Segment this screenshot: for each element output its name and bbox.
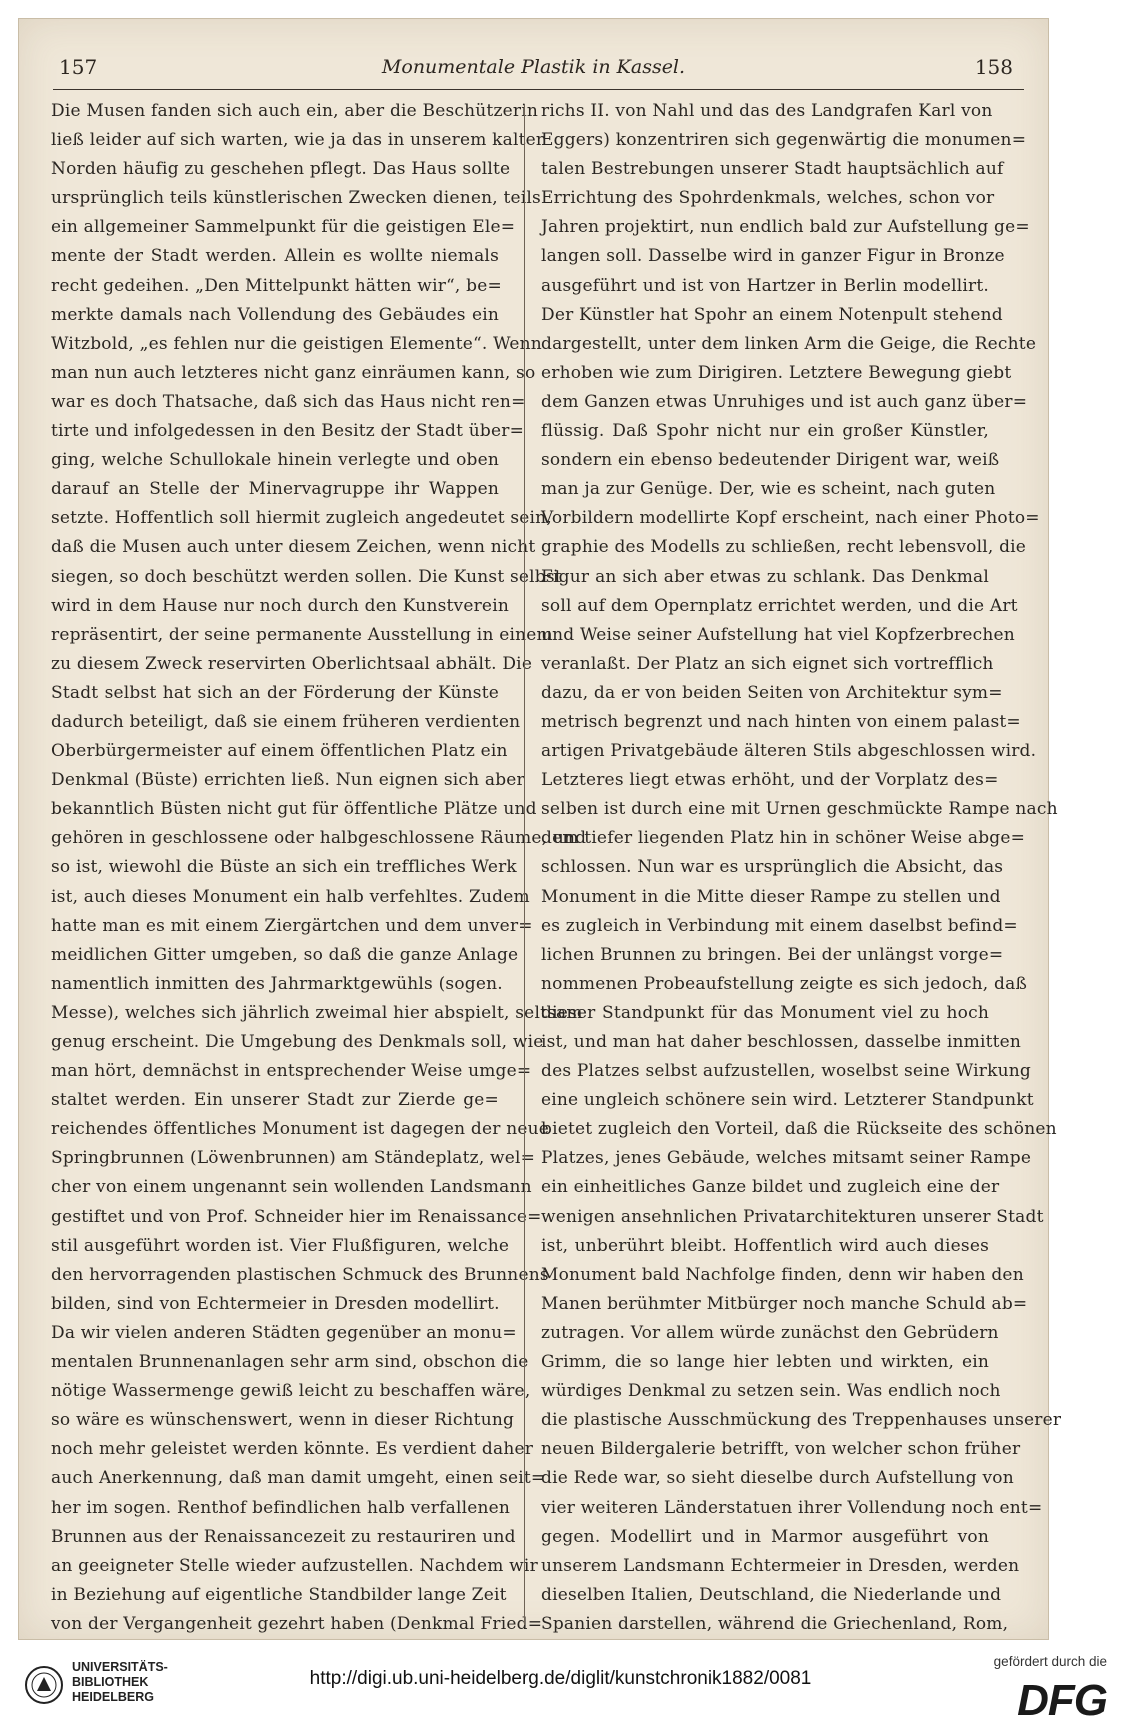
text-line: staltet werden. Ein unserer Stadt zur Zierde ge= — [51, 1090, 499, 1111]
dfg-logo: DFG — [1017, 1676, 1107, 1725]
text-line: noch mehr geleistet werden könnte. Es verdient daher — [51, 1439, 534, 1460]
text-line: Messe), welches sich jährlich zweimal hier abspielt, seltsam — [51, 1002, 583, 1023]
text-line: von der Vergangenheit gezehrt haben (Denkmal Fried= — [51, 1613, 543, 1634]
text-line: gestiftet und von Prof. Schneider hier im Renaissance= — [51, 1206, 542, 1227]
text-line: tirte und infolgedessen in den Besitz der Stadt über= — [51, 421, 525, 442]
text-line: Errichtung des Spohrdenkmals, welches, schon vor — [541, 188, 995, 209]
text-line: richs II. von Nahl und das des Landgrafen Karl von — [541, 101, 993, 121]
text-line: Grimm, die so lange hier lebten und wirkten, ein — [541, 1352, 989, 1373]
text-line: eine ungleich schönere sein wird. Letzterer Standpunkt — [541, 1090, 1034, 1111]
text-line: sondern ein ebenso bedeutender Dirigent war, weiß — [541, 450, 1000, 471]
text-line: in Beziehung auf eigentliche Standbilder lange Zeit — [51, 1584, 507, 1605]
text-line: dieser Standpunkt für das Monument viel zu hoch — [541, 1002, 989, 1023]
text-line: cher von einem ungenannt sein wollenden Landsmann — [51, 1177, 532, 1198]
text-line: flüssig. Daß Spohr nicht nur ein großer Künstler, — [541, 421, 989, 442]
text-line: mentalen Brunnenanlagen sehr arm sind, obschon die — [51, 1352, 529, 1373]
text-line: dem tiefer liegenden Platz hin in schöner Weise abge= — [541, 828, 1026, 849]
text-line: erhoben wie zum Dirigiren. Letztere Bewegung giebt — [541, 362, 1012, 383]
page-number-right: 158 — [974, 55, 1013, 79]
text-line: ist, unberührt bleibt. Hoffentlich wird auch dieses — [541, 1235, 989, 1256]
text-line: Jahren projektirt, nun endlich bald zur Aufstellung ge= — [541, 217, 1030, 238]
text-line: nötige Wassermenge gewiß leicht zu beschaffen wäre, — [51, 1381, 531, 1402]
funded-by-label: gefördert durch die — [993, 1654, 1107, 1669]
text-line: es zugleich in Verbindung mit einem daselbst befind= — [541, 915, 1018, 936]
library-name-line: UNIVERSITÄTS- — [72, 1660, 168, 1674]
text-line: Monument in die Mitte dieser Rampe zu stellen und — [541, 886, 1001, 907]
text-line: Brunnen aus der Renaissancezeit zu restauriren und — [51, 1526, 516, 1547]
text-line: Monument bald Nachfolge finden, denn wir haben den — [541, 1264, 1024, 1285]
text-line: Spanien darstellen, während die Griechenland, Rom, — [541, 1613, 1009, 1634]
text-line: namentlich inmitten des Jahrmarktgewühls (sogen. — [51, 973, 503, 994]
footer — [0, 1640, 1121, 1735]
text-line: hatte man es mit einem Ziergärtchen und dem unver= — [51, 915, 533, 936]
text-line: Norden häufig zu geschehen pflegt. Das Haus sollte — [51, 159, 511, 180]
page-number-left: 157 — [59, 55, 98, 79]
text-line: Witzbold, „es fehlen nur die geistigen Elemente“. Wenn — [51, 333, 542, 354]
text-line: repräsentirt, der seine permanente Ausstellung in einem — [51, 624, 553, 645]
text-line: dadurch beteiligt, daß sie einem früheren verdienten — [51, 711, 521, 732]
left-column — [51, 97, 587, 1634]
text-line: merkte damals nach Vollendung des Gebäudes ein — [51, 304, 499, 325]
text-line: neuen Bildergalerie betrifft, von welcher schon früher — [541, 1439, 1021, 1460]
text-line: und Weise seiner Aufstellung hat viel Kopfzerbrechen — [541, 624, 1015, 645]
text-line: graphie des Modells zu schließen, recht lebensvoll, die — [541, 537, 1027, 558]
text-line: die plastische Ausschmückung des Treppenhauses unserer — [541, 1410, 1062, 1431]
text-line: man ja zur Genüge. Der, wie es scheint, nach guten — [541, 479, 996, 500]
text-line: zutragen. Vor allem würde zunächst den Gebrüdern — [541, 1322, 999, 1343]
text-line: genug erscheint. Die Umgebung des Denkmals soll, wie — [51, 1032, 544, 1052]
source-url-link[interactable]: http://digi.ub.uni-heidelberg.de/diglit/kunstchronik1882/0081 — [309, 1668, 812, 1689]
text-line: Stadt selbst hat sich an der Förderung der Künste — [51, 682, 499, 703]
text-line: Eggers) konzentriren sich gegenwärtig die monumen= — [541, 130, 1027, 151]
text-line: man hört, demnächst in entsprechender Weise umge= — [51, 1061, 532, 1082]
text-line: talen Bestrebungen unserer Stadt hauptsächlich auf — [541, 159, 1004, 180]
text-line: daß die Musen auch unter diesem Zeichen, wenn nicht — [51, 537, 536, 558]
text-line: so wäre es wünschenswert, wenn in dieser Richtung — [51, 1410, 515, 1431]
text-line: ein allgemeiner Sammelpunkt für die geistigen Ele= — [51, 217, 516, 238]
text-line: schlossen. Nun war es ursprünglich die Absicht, das — [541, 857, 1004, 878]
column-divider — [524, 105, 525, 1625]
text-line: Figur an sich aber etwas zu schlank. Das Denkmal — [541, 566, 989, 587]
text-line: artigen Privatgebäude älteren Stils abgeschlossen wird. — [541, 741, 1037, 762]
text-line: ausgeführt und ist von Hartzer in Berlin modellirt. — [541, 275, 989, 296]
text-line: auch Anerkennung, daß man damit umgeht, einen seit= — [51, 1468, 546, 1489]
text-line: ursprünglich teils künstlerischen Zwecken dienen, teils — [51, 188, 541, 209]
text-line: setzte. Hoffentlich soll hiermit zugleich angedeutet sein, — [51, 508, 552, 529]
text-line: Vorbildern modellirte Kopf erscheint, nach einer Photo= — [541, 508, 1040, 529]
text-line: nommenen Probeaufstellung zeigte es sich jedoch, daß — [541, 973, 1027, 994]
text-line: Letzteres liegt etwas erhöht, und der Vorplatz des= — [541, 770, 999, 791]
text-line: darauf an Stelle der Minervagruppe ihr Wappen — [51, 479, 499, 500]
text-line: stil ausgeführt worden ist. Vier Flußfiguren, welche — [51, 1235, 510, 1256]
text-line: des Platzes selbst aufzustellen, woselbst seine Wirkung — [541, 1061, 1032, 1082]
text-line: recht gedeihen. „Den Mittelpunkt hätten wir“, be= — [51, 275, 502, 296]
text-line: metrisch begrenzt und nach hinten von einem palast= — [541, 711, 1021, 732]
text-line: dem Ganzen etwas Unruhiges und ist auch ganz über= — [541, 391, 1028, 412]
text-line: her im sogen. Renthof befindlichen halb verfallenen — [51, 1497, 511, 1518]
text-line: bilden, sind von Echtermeier in Dresden modellirt. — [51, 1293, 500, 1314]
right-column — [541, 97, 1062, 1634]
text-line: ließ leider auf sich warten, wie ja das in unserem kalten — [51, 130, 548, 151]
text-line: ging, welche Schullokale hinein verlegte und oben — [51, 450, 499, 471]
text-line: bietet zugleich den Vorteil, daß die Rückseite des schönen — [541, 1119, 1057, 1140]
text-line: den hervorragenden plastischen Schmuck des Brunnens — [51, 1264, 549, 1285]
text-line: dargestellt, unter dem linken Arm die Geige, die Rechte — [541, 333, 1037, 354]
running-title: Monumentale Plastik in Kassel. — [381, 56, 686, 78]
text-line: wenigen ansehnlichen Privatarchitekturen unserer Stadt — [541, 1206, 1044, 1227]
library-name-line: BIBLIOTHEK — [72, 1675, 149, 1689]
text-line: Da wir vielen anderen Städten gegenüber an monu= — [51, 1322, 517, 1343]
text-line: zu diesem Zweck reservirten Oberlichtsaal abhält. Die — [51, 653, 533, 674]
scanned-page — [18, 18, 1062, 1640]
library-name-line: HEIDELBERG — [72, 1690, 154, 1704]
text-line: Die Musen fanden sich auch ein, aber die Beschützerin — [51, 101, 538, 121]
text-line: gehören in geschlossene oder halbgeschlossene Räume, und — [51, 828, 587, 849]
text-line: ist, und man hat daher beschlossen, dasselbe inmitten — [541, 1032, 1022, 1052]
text-line: ein einheitliches Ganze bildet und zugleich eine der — [541, 1177, 1000, 1198]
text-line: unserem Landsmann Echtermeier in Dresden, werden — [541, 1555, 1020, 1576]
text-line: so ist, wiewohl die Büste an sich ein treffliches Werk — [51, 857, 517, 878]
text-line: Platzes, jenes Gebäude, welches mitsamt seiner Rampe — [541, 1148, 1032, 1169]
text-line: dazu, da er von beiden Seiten von Architektur sym= — [541, 682, 1003, 703]
text-line: lichen Brunnen zu bringen. Bei der unlängst vorge= — [541, 944, 1004, 965]
text-line: Manen berühmter Mitbürger noch manche Schuld ab= — [541, 1293, 1028, 1314]
text-line: vier weiteren Länderstatuen ihrer Vollendung noch ent= — [541, 1497, 1043, 1518]
text-line: an geeigneter Stelle wieder aufzustellen. Nachdem wir — [51, 1555, 538, 1576]
text-line: langen soll. Dasselbe wird in ganzer Figur in Bronze — [541, 246, 1005, 267]
text-line: reichendes öffentliches Monument ist dagegen der neue — [51, 1119, 550, 1140]
text-line: meidlichen Gitter umgeben, so daß die ganze Anlage — [51, 944, 519, 965]
text-line: gegen. Modellirt und in Marmor ausgeführt von — [541, 1526, 989, 1547]
text-line: mente der Stadt werden. Allein es wollte niemals — [51, 246, 499, 267]
header-rule — [53, 89, 1024, 90]
text-line: Der Künstler hat Spohr an einem Notenpult stehend — [541, 304, 1003, 325]
text-line: Denkmal (Büste) errichten ließ. Nun eignen sich aber — [51, 770, 525, 791]
text-line: dieselben Italien, Deutschland, die Niederlande und — [541, 1584, 1002, 1605]
text-line: veranlaßt. Der Platz an sich eignet sich vortrefflich — [541, 653, 994, 674]
text-line: Oberbürgermeister auf einem öffentlichen Platz ein — [51, 741, 508, 762]
text-line: bekanntlich Büsten nicht gut für öffentliche Plätze und — [51, 799, 537, 820]
text-line: war es doch Thatsache, daß sich das Haus nicht ren= — [51, 391, 526, 412]
text-line: wird in dem Hause nur noch durch den Kunstverein — [51, 595, 509, 616]
text-line: die Rede war, so sieht dieselbe durch Aufstellung von — [541, 1468, 1014, 1489]
text-line: soll auf dem Opernplatz errichtet werden, und die Art — [541, 595, 1018, 616]
text-line: ist, auch dieses Monument ein halb verfehltes. Zudem — [51, 886, 530, 907]
text-line: selben ist durch eine mit Urnen geschmückte Rampe nach — [541, 799, 1058, 820]
text-line: würdiges Denkmal zu setzen sein. Was endlich noch — [541, 1381, 1001, 1402]
text-line: siegen, so doch beschützt werden sollen. Die Kunst selbst — [51, 566, 562, 587]
text-line: Springbrunnen (Löwenbrunnen) am Ständeplatz, wel= — [51, 1148, 536, 1169]
text-line: man nun auch letzteres nicht ganz einräumen kann, so — [51, 362, 536, 383]
